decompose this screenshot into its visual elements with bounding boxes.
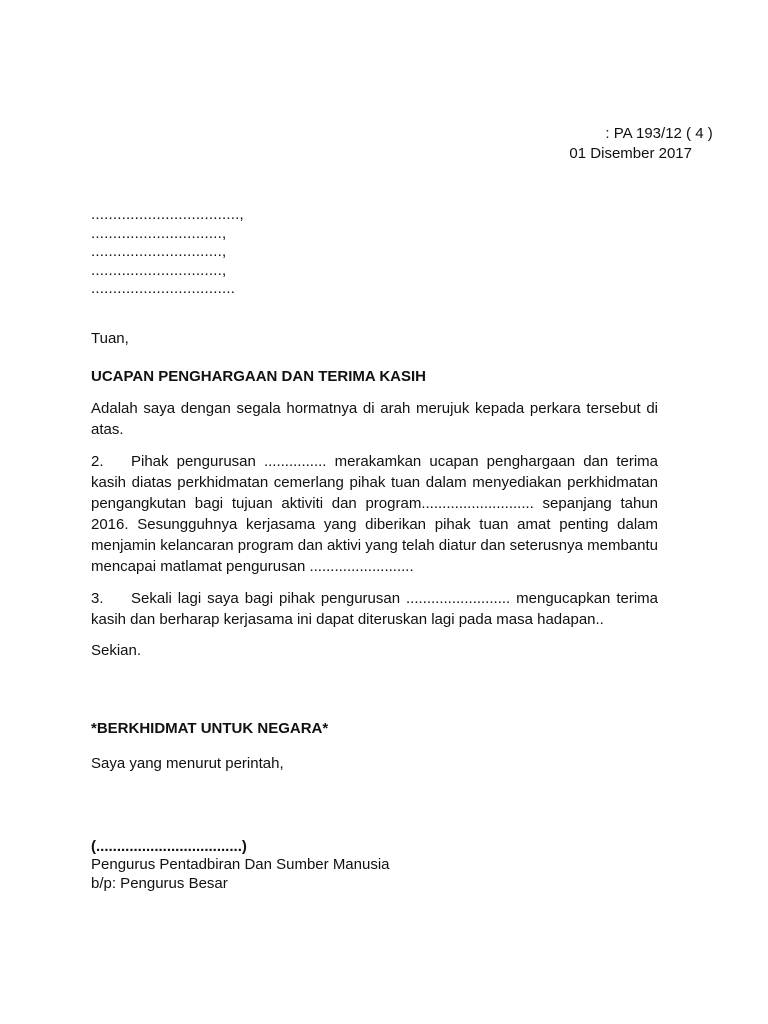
address-line: ..............................,	[91, 224, 227, 242]
address-line: ..................................,	[91, 206, 244, 223]
address-line: ..............................,	[91, 261, 227, 279]
subject-heading: UCAPAN PENGHARGAAN DAN TERIMA KASIH	[91, 368, 427, 385]
address-line: ..............................,	[91, 243, 227, 260]
paragraph-text: Pihak pengurusan ............... merakamkan ucapan penghargaan dan terima kasih diatas perkhidmatan cemerlang pihak tuan dalam menyediakan perkhidmatan pengangkutan bagi tujuan aktiviti dan program........................... sepanjang tahun 2016. Sesungguhnya kerjasama yang diberikan pihak tuan amat penting dalam menjamin kelancaran program dan aktivi yang telah diatur dan seterusnya membantu mencapai matlamat pengurusan .........................	[91, 453, 658, 575]
salutation: Tuan,	[91, 330, 129, 347]
paragraph-1	[91, 398, 658, 440]
signature-placeholder: (...................................)	[91, 838, 247, 855]
paragraph-number: 3.	[91, 590, 104, 607]
paragraph-text: Adalah saya dengan segala hormatnya di arah merujuk kepada perkara tersebut di atas.	[91, 400, 658, 438]
closing: Sekian.	[91, 642, 142, 659]
letter-date: 01 Disember 2017	[569, 145, 692, 162]
signatory-title: Pengurus Pentadbiran Dan Sumber Manusia	[91, 856, 390, 873]
reference-number: : PA 193/12 ( 4 )	[605, 125, 713, 142]
reference-block	[569, 124, 728, 164]
paragraph-text: Sekali lagi saya bagi pihak pengurusan ......................... mengucapkan terima kasih dan berharap kerjasama ini dapat diteruskan lagi pada masa hadapan..	[91, 590, 658, 628]
letter-body	[91, 329, 658, 893]
on-behalf-of: b/p: Pengurus Besar	[91, 874, 228, 892]
address-line: .................................	[91, 280, 236, 297]
paragraph-2	[91, 451, 658, 577]
motto: *BERKHIDMAT UNTUK NEGARA*	[91, 720, 329, 737]
paragraph-3	[91, 588, 658, 630]
yours-faithfully: Saya yang menurut perintah,	[91, 755, 284, 772]
paragraph-number: 2.	[91, 453, 104, 470]
recipient-address	[91, 206, 244, 299]
